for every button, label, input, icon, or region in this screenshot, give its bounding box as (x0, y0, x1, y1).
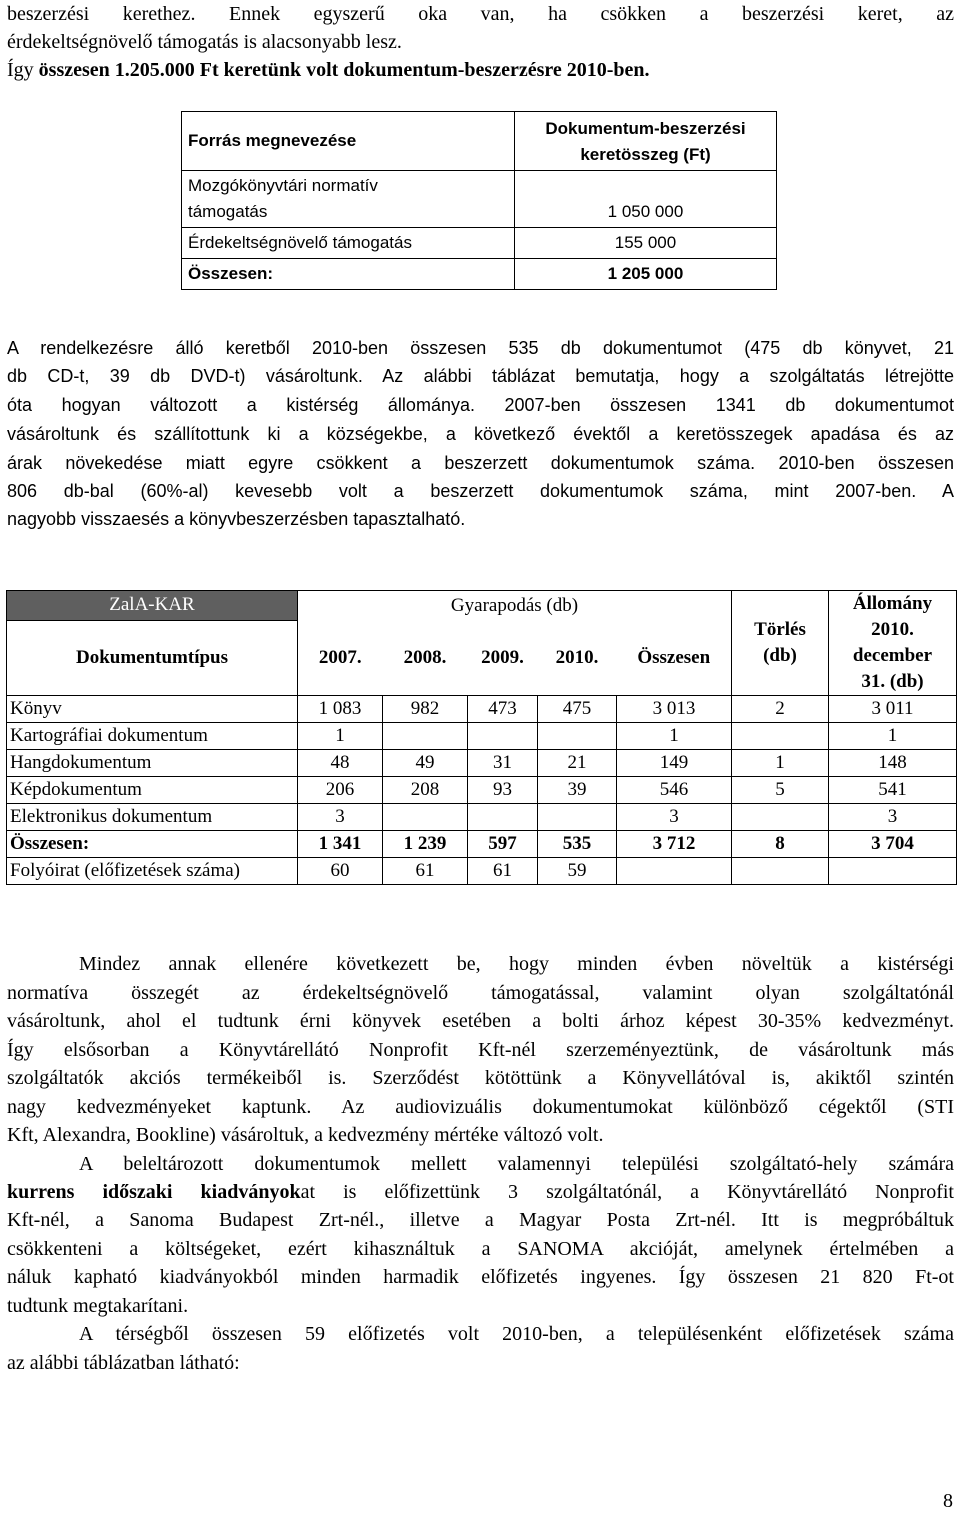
header-amount: Dokumentum-beszerzési keretösszeg (Ft) (515, 112, 777, 171)
value-cell (538, 723, 617, 750)
year-header: 2010. (538, 620, 617, 695)
para1-line: 806 db-bal (60%-al) kevesebb volt a beszerzett dokumentumok száma, mint 2007-ben. A (7, 481, 954, 501)
table-row (7, 858, 957, 885)
intro-line-2: érdekeltségnövelő támogatás is alacsonyabb lesz. (7, 31, 402, 53)
table-row (7, 804, 957, 831)
intro-line-1: beszerzési kerethez. Ennek egyszerű oka van, ha csökken a beszerzési keret, az (7, 3, 954, 25)
value-cell: 1 (732, 750, 829, 777)
doc-type-cell: Hangdokumentum (7, 750, 298, 777)
funding-source-table (181, 111, 777, 290)
value-cell: 1 341 (298, 831, 383, 858)
value-cell: 541 (829, 777, 957, 804)
value-cell: 1 (298, 723, 383, 750)
value-cell: 535 (538, 831, 617, 858)
para1-line: nagyobb visszaesés a könyvbeszerzésben tapasztalható. (7, 509, 466, 529)
source-amount: 155 000 (515, 228, 777, 259)
value-cell: 982 (383, 696, 468, 723)
para2-line: Mindez annak ellenére következett be, hogy minden évben növeltük a kistérségi (79, 953, 954, 975)
source-name: Mozgókönyvtári normatív támogatás (182, 171, 515, 228)
doc-type-cell: Elektronikus dokumentum (7, 804, 298, 831)
para2-line: szolgáltatók akciós termékeiből is. Szerződést kötöttünk a Könyvellátóval is, akiktől szintén (7, 1067, 954, 1089)
value-cell: 21 (538, 750, 617, 777)
para3-bold: kurrens időszaki kiadványok (7, 1181, 301, 1203)
table-title: ZalA-KAR (7, 591, 298, 621)
source-amount: 1 050 000 (515, 171, 777, 228)
value-cell: 546 (617, 777, 732, 804)
doc-type-cell: Képdokumentum (7, 777, 298, 804)
value-cell: 3 (829, 804, 957, 831)
allomany-header: Állomány 2010. december 31. (db) (829, 591, 957, 696)
total-line-bold: összesen 1.205.000 Ft keretünk volt dokumentum-beszerzésre 2010-ben. (38, 59, 650, 81)
value-cell: 597 (468, 831, 538, 858)
value-cell: 473 (468, 696, 538, 723)
year-header: 2007. (298, 620, 383, 695)
para3-line: Kft-nél, a Sanoma Budapest Zrt-nél., illetve a Magyar Posta Zrt-nél. Itt is megpróbáltuk (7, 1209, 954, 1231)
value-cell: 1 (829, 723, 957, 750)
value-cell: 149 (617, 750, 732, 777)
table-row (7, 696, 957, 723)
collection-stats-table (6, 590, 957, 885)
value-cell: 61 (383, 858, 468, 885)
value-cell: 3 704 (829, 831, 957, 858)
para2-line: nagy kedvezményeket kaptunk. Az audiovizuális dokumentumokat különböző cégektől (STI (7, 1096, 954, 1118)
value-cell: 208 (383, 777, 468, 804)
value-cell: 8 (732, 831, 829, 858)
header-source: Forrás megnevezése (182, 112, 515, 171)
value-cell: 3 (298, 804, 383, 831)
value-cell (617, 858, 732, 885)
doc-type-cell: Kartográfiai dokumentum (7, 723, 298, 750)
value-cell: 59 (538, 858, 617, 885)
table-row (7, 831, 957, 858)
para3-line: A beleltározott dokumentumok mellett valamennyi települési szolgáltató-hely számára (79, 1153, 954, 1175)
value-cell (732, 858, 829, 885)
value-cell: 3 (617, 804, 732, 831)
para2-line: Kft, Alexandra, Bookline) vásároltuk, a kedvezmény mértéke változó volt. (7, 1124, 604, 1146)
source-total-amount: 1 205 000 (515, 259, 777, 290)
doc-type-cell: Könyv (7, 696, 298, 723)
value-cell (538, 804, 617, 831)
doc-type-cell: Összesen: (7, 831, 298, 858)
para1-line: db CD-t, 39 db DVD-t) vásároltunk. Az alábbi táblázat bemutatja, hogy a szolgáltatás létrejötte (7, 366, 954, 386)
value-cell: 2 (732, 696, 829, 723)
year-header: 2008. (383, 620, 468, 695)
para1-line: árak növekedése miatt egyre csökkent a beszerzett dokumentumok száma. 2010-ben összesen (7, 453, 954, 473)
para4-line: az alábbi táblázatban látható: (7, 1352, 240, 1374)
value-cell (829, 858, 957, 885)
value-cell (468, 804, 538, 831)
value-cell: 49 (383, 750, 468, 777)
doc-type-cell: Folyóirat (előfizetések száma) (7, 858, 298, 885)
table-row (7, 750, 957, 777)
para3-line: csökkenteni a költségeket, ezért kihasználtuk a SANOMA akcióját, amelynek értelmében a (7, 1238, 954, 1260)
table-row (7, 777, 957, 804)
torles-header: Törlés (db) (732, 591, 829, 696)
value-cell: 60 (298, 858, 383, 885)
value-cell (468, 723, 538, 750)
gyarapodas-header: Gyarapodás (db) (298, 591, 732, 621)
total-line-pre: Így (7, 59, 34, 81)
total-line (7, 56, 650, 84)
para2-line: Így elsősorban a Könyvtárellátó Nonprofit Kft-nél szerzeményeztünk, de vásároltunk más (7, 1039, 954, 1061)
para4-line: A térségből összesen 59 előfizetés volt 2010-ben, a településenként előfizetések száma (79, 1323, 954, 1345)
value-cell: 48 (298, 750, 383, 777)
para3-line: náluk kapható kiadványokból minden harmadik előfizetés ingyenes. Így összesen 21 820 Ft-ot (7, 1266, 954, 1288)
value-cell: 39 (538, 777, 617, 804)
value-cell: 5 (732, 777, 829, 804)
doc-type-header: Dokumentumtípus (7, 620, 298, 695)
value-cell: 3 013 (617, 696, 732, 723)
value-cell (383, 723, 468, 750)
value-cell: 31 (468, 750, 538, 777)
para1-line: A rendelkezésre álló keretből 2010-ben összesen 535 db dokumentumot (475 db könyvet, 21 (7, 338, 954, 358)
value-cell: 475 (538, 696, 617, 723)
value-cell: 148 (829, 750, 957, 777)
value-cell: 1 (617, 723, 732, 750)
para2-line: normatíva összegét az érdekeltségnövelő támogatással, valamint olyan szolgáltatónál (7, 982, 954, 1004)
value-cell: 3 011 (829, 696, 957, 723)
para3-line: kurrens időszaki kiadványokat is előfizettünk 3 szolgáltatónál, a Könyvtárellátó Nonprofit (7, 1181, 954, 1203)
para1-line: vásároltunk és szállítottunk ki a községekbe, a következő évektől a keretösszegek apadása és az (7, 424, 954, 444)
para2-line: vásároltunk, ahol el tudtunk érni könyvek esetében a bolti árhoz képest 30-35% kedvezményt. (7, 1010, 954, 1032)
value-cell (732, 804, 829, 831)
value-cell: 1 239 (383, 831, 468, 858)
value-cell (383, 804, 468, 831)
value-cell (732, 723, 829, 750)
value-cell: 206 (298, 777, 383, 804)
table-row (7, 723, 957, 750)
source-name: Érdekeltségnövelő támogatás (182, 228, 515, 259)
source-total-label: Összesen: (182, 259, 515, 290)
para1-line: óta hogyan változott a kistérség állománya. 2007-ben összesen 1341 db dokumentumot (7, 395, 954, 415)
para3-line: tudtunk megtakarítani. (7, 1295, 189, 1317)
value-cell: 3 712 (617, 831, 732, 858)
page-number: 8 (943, 1490, 953, 1512)
value-cell: 93 (468, 777, 538, 804)
value-cell: 61 (468, 858, 538, 885)
value-cell: 1 083 (298, 696, 383, 723)
year-header: 2009. (468, 620, 538, 695)
osszesen-header: Összesen (617, 620, 732, 695)
